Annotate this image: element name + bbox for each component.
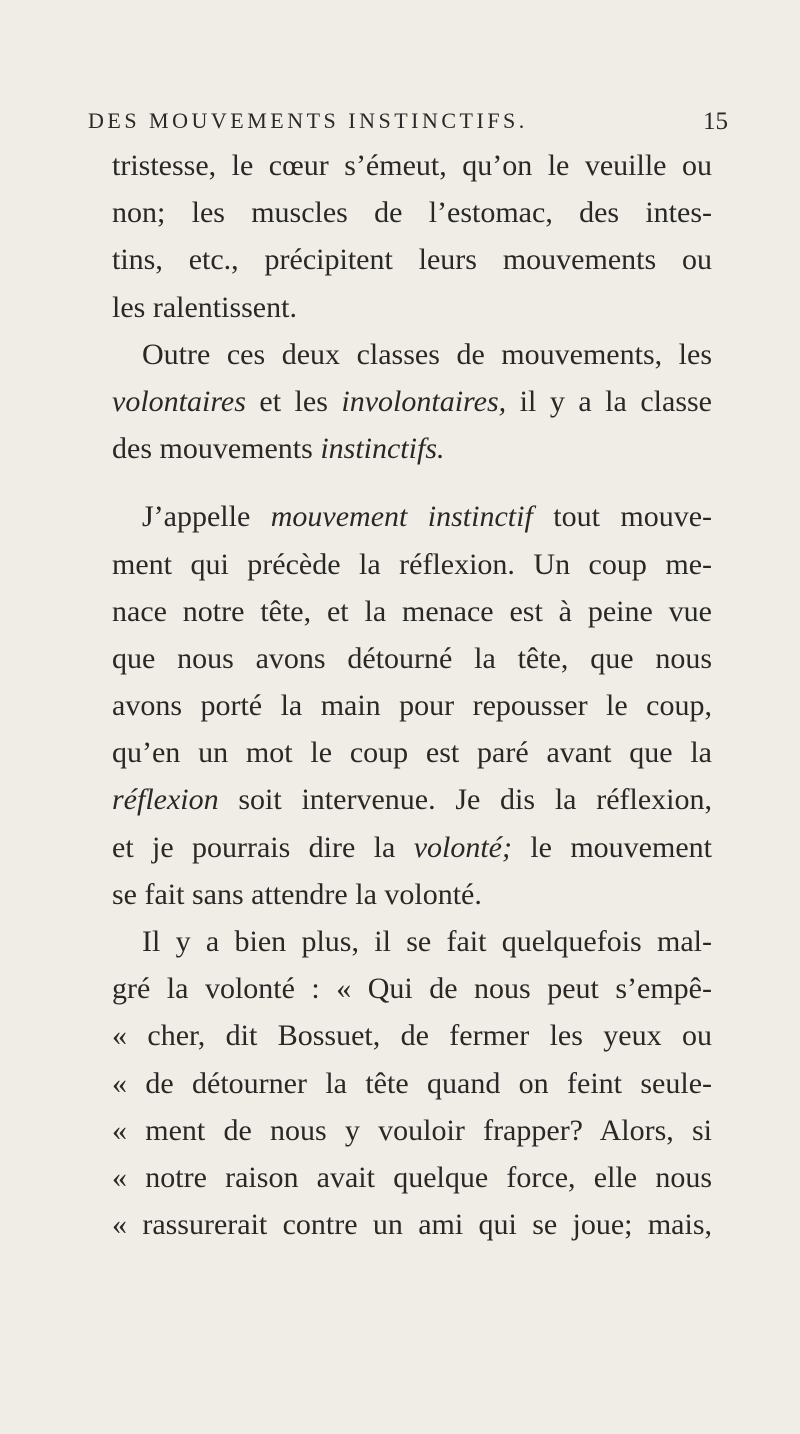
italic-term: mouvement instinctif xyxy=(270,500,533,534)
text-line: réflexion soit intervenue. Je dis la réflexion, xyxy=(112,783,712,817)
text-line: « cher, dit Bossuet, de fermer les yeux ou xyxy=(112,1019,712,1053)
italic-term: réflexion xyxy=(112,783,219,817)
text-line: « ment de nous y vouloir frapper? Alors, si xyxy=(112,1113,712,1147)
text-line: volontaires et les involontaires, il y a la classe xyxy=(112,384,712,418)
text-line: des mouvements instinctifs. xyxy=(112,432,445,466)
text-line: que nous avons détourné la tête, que nous xyxy=(112,641,712,675)
body-text xyxy=(112,142,712,1248)
text-line: avons porté la main pour repousser le coup, xyxy=(112,689,712,723)
text-line: tristesse, le cœur s’émeut, qu’on le veuille ou xyxy=(112,149,712,182)
text-line: J’appelle mouvement instinctif tout mouve- xyxy=(142,500,712,534)
text-line: gré la volonté : « Qui de nous peut s’empê- xyxy=(112,972,712,1006)
running-title: DES MOUVEMENTS INSTINCTIFS. xyxy=(88,108,528,133)
text-line: « notre raison avait quelque force, elle nous xyxy=(112,1160,712,1194)
italic-term: involontaires, xyxy=(341,384,507,418)
text-line: « rassurerait contre un ami qui se joue; mais, xyxy=(112,1208,712,1242)
text-line: les ralentissent. xyxy=(112,290,297,324)
text-line: Outre ces deux classes de mouvements, les xyxy=(142,337,712,371)
italic-term: volonté; xyxy=(413,830,512,864)
text-line: et je pourrais dire la volonté; le mouvement xyxy=(112,830,712,864)
text-line: tins, etc., précipitent leurs mouvements ou xyxy=(112,243,712,277)
text-line: ment qui précède la réflexion. Un coup me- xyxy=(112,547,712,581)
text-line: « de détourner la tête quand on feint seule- xyxy=(112,1066,712,1100)
text-line: non; les muscles de l’estomac, des intes- xyxy=(112,196,712,230)
text-line: Il y a bien plus, il se fait quelquefois mal- xyxy=(142,925,712,958)
page-header xyxy=(88,108,728,138)
text-line: se fait sans attendre la volonté. xyxy=(112,877,482,911)
paragraph-gap xyxy=(112,472,712,493)
page-number: 15 xyxy=(703,108,728,135)
text-line: qu’en un mot le coup est paré avant que la xyxy=(112,736,712,770)
italic-term: instinctifs. xyxy=(320,432,445,466)
italic-term: volontaires xyxy=(112,384,246,418)
text-line: nace notre tête, et la menace est à peine vue xyxy=(112,594,712,628)
